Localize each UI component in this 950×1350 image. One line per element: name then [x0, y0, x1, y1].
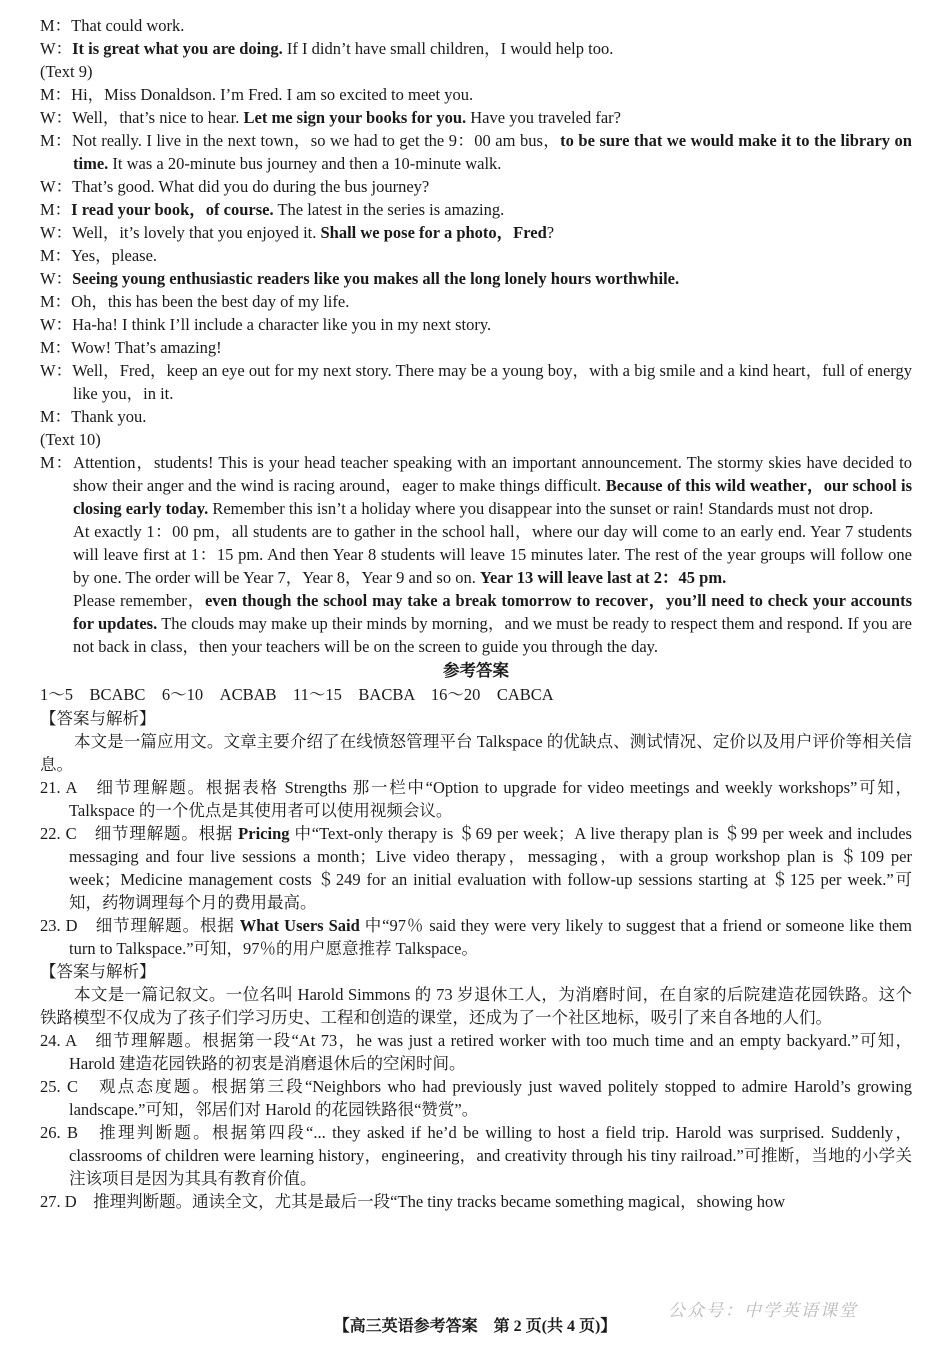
- dialogue-line: M：That could work.: [40, 16, 185, 35]
- dialogue-line: M：Oh，this has been the best day of my life.: [40, 292, 350, 311]
- passage-summary: 本文是一篇应用文。文章主要介绍了在线愤怒管理平台 Talkspace 的优缺点、测试情况、定价以及用户评价等相关信息。: [40, 732, 912, 774]
- question-explanation: 21. A 细节理解题。根据表格 Strengths 那一栏中“Option to upgrade for video meetings and weekly workshops”可知，Talkspace 的一个优点是其使用者可以使用视频会议。: [40, 778, 912, 820]
- question-explanation: 26. B 推理判断题。根据第四段“... they asked if he’d be willing to host a field trip. Harold was surprised. Suddenly，classrooms of children were learning history，engineering，and creativity through his tiny railroad.”可推断，当地的小学关注该项目是因为其具有教育价值。: [40, 1123, 912, 1188]
- text10-title: (Text 10): [40, 430, 101, 449]
- text9-title: (Text 9): [40, 62, 93, 81]
- question-explanation: 23. D 细节理解题。根据 What Users Said 中“97％ said they were very likely to suggest that a friend or someone like them turn to Talkspace.”可知，97％的用户愿意推荐 Talkspace。: [40, 916, 913, 958]
- answer-page: [40, 14, 912, 1213]
- dialogue-line: W：Well，that’s nice to hear. Let me sign your books for you. Have you traveled far?: [40, 108, 621, 127]
- dialogue-line: W：That’s good. What did you do during the bus journey?: [40, 177, 430, 196]
- dialogue-line: W：Well，Fred，keep an eye out for my next story. There may be a young boy，with a big smile and a kind heart，full of energy like you，in it.: [40, 361, 912, 403]
- watermark: 公众号：中学英语课堂: [668, 1301, 858, 1320]
- answer-key: 1～5 BCABC 6～10 ACBAB 11～15 BACBA 16～20 CABCA: [40, 685, 554, 704]
- question-explanation: 24. A 细节理解题。根据第一段“At 73，he was just a retired worker with too much time and an empty backyard.”可知，Harold 建造花园铁路的初衷是消磨退休后的空闲时间。: [40, 1031, 912, 1073]
- dialogue-line: W：Seeing young enthusiastic readers like you makes all the long lonely hours worthwhile.: [40, 269, 680, 288]
- dialogue-line: M：Thank you.: [40, 407, 147, 426]
- dialogue-line: W：Well，it’s lovely that you enjoyed it. Shall we pose for a photo，Fred?: [40, 223, 555, 242]
- question-explanation: 27. D 推理判断题。通读全文，尤其是最后一段“The tiny tracks became something magical，showing how: [40, 1192, 786, 1211]
- dialogue-line: M：Yes，please.: [40, 246, 158, 265]
- dialogue-line: M：I read your book，of course. The latest in the series is amazing.: [40, 200, 505, 219]
- passage-summary: 本文是一篇记叙文。一位名叫 Harold Simmons 的 73 岁退休工人，为消磨时间，在自家的后院建造花园铁路。这个铁路模型不仅成为了孩子们学习历史、工程和创造的课堂，还成为了一个社区地标，吸引了来自各地的人们。: [40, 985, 912, 1027]
- dialogue-line: W：Ha-ha! I think I’ll include a character like you in my next story.: [40, 315, 492, 334]
- dialogue-line: M：Not really. I live in the next town，so we had to get the 9：00 am bus，to be sure that we would make it to the library on time. It was a 20-minute bus journey and then a 10-minute walk.: [40, 131, 912, 173]
- dialogue-line: M：Wow! That’s amazing!: [40, 338, 222, 357]
- question-explanation: 25. C 观点态度题。根据第三段“Neighbors who had previously just waved politely stopped to admire Harold’s growing landscape.”可知，邻居们对 Harold 的花园铁路很“赞赏”。: [40, 1077, 912, 1119]
- dialogue-line: M：Hi，Miss Donaldson. I’m Fred. I am so excited to meet you.: [40, 85, 474, 104]
- announcement-paragraph: At exactly 1：00 pm，all students are to gather in the school hall，where our day will come to an early end. Year 7 students will leave first at 1：15 pm. And then Year 8 students will leave 15 minutes later. The rest of the year groups will follow one by one. The order will be Year 7，Year 8，Year 9 and so on. Year 13 will leave last at 2：45 pm.: [73, 522, 912, 587]
- announcement-paragraph: Please remember，even though the school may take a break tomorrow to recover，you’ll need to check your accounts for updates. The clouds may make up their minds by morning，and we must be ready to respect them and respond. If you are not back in class，then your teachers will be on the screen to guide you through the day.: [73, 591, 913, 656]
- section-heading: 【答案与解析】: [40, 962, 156, 981]
- announcement-paragraph: M：Attention，students! This is your head teacher speaking with an important announcement. The stormy skies have decided to show their anger and the wind is racing around，eager to make things difficult. Because of this wild weather，our school is closing early today. Remember this isn’t a holiday where you disappear into the sunset or rain! Standards must not drop.: [40, 453, 913, 518]
- answers-title: 参考答案: [443, 661, 509, 680]
- section-heading: 【答案与解析】: [40, 709, 156, 728]
- dialogue-line: W：It is great what you are doing. If I didn’t have small children，I would help too.: [40, 39, 614, 58]
- question-explanation: 22. C 细节理解题。根据 Pricing 中“Text-only therapy is ＄69 per week；A live therapy plan is ＄99 per week and includes messaging and four live sessions a month；Live video therapy，messaging，with a group workshop plan is ＄109 per week；Medicine management costs ＄249 for an initial evaluation with follow-up sessions starting at ＄125 per week.”可知，药物调理每个月的费用最高。: [40, 824, 912, 912]
- page-footer: 【高三英语参考答案 第 2 页(共 4 页)】: [333, 1318, 617, 1335]
